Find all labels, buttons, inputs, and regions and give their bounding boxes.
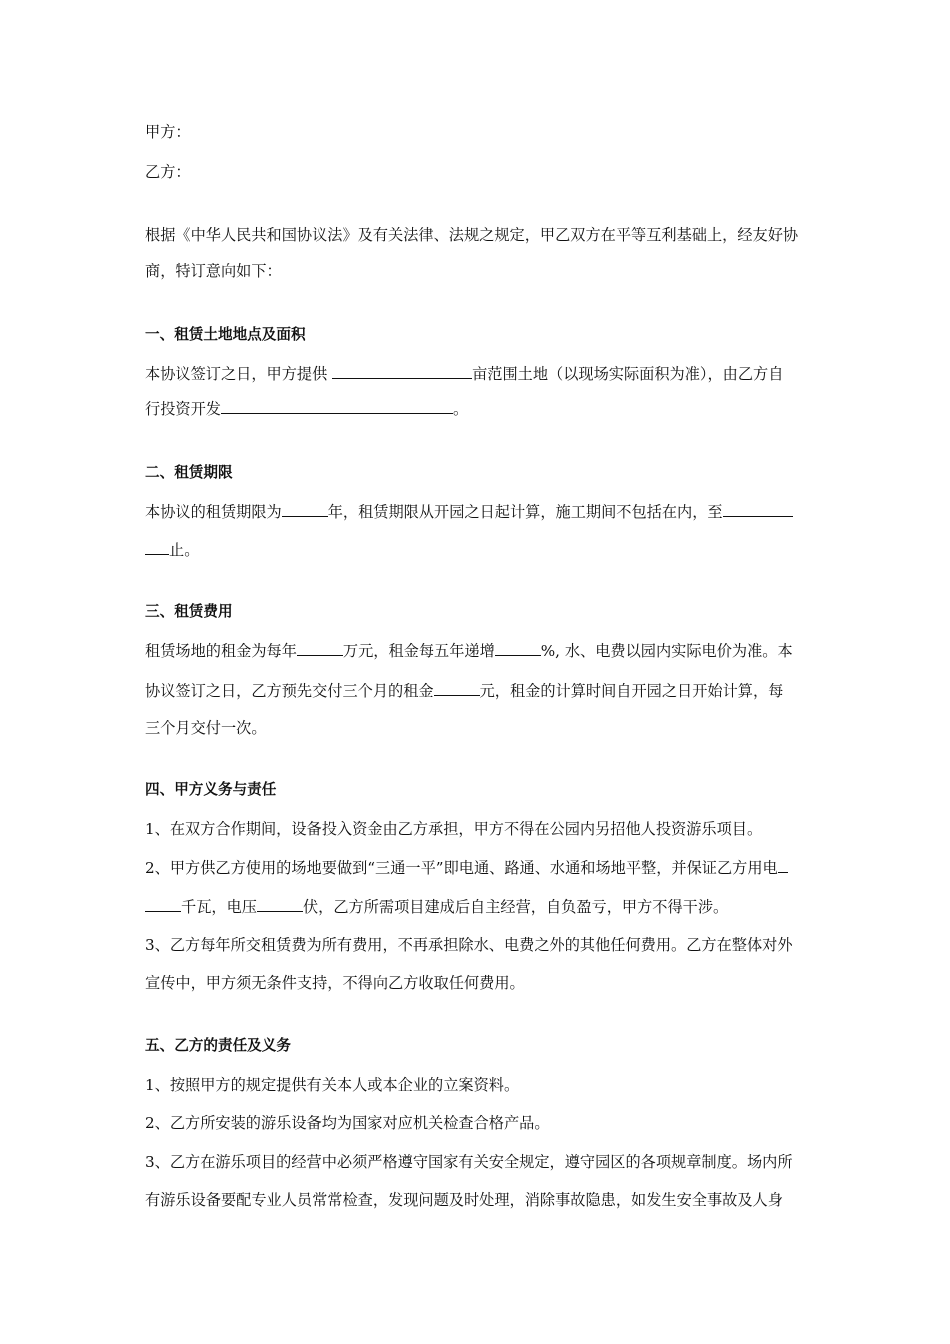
intro-line-1: 根据《中华人民共和国协议法》及有关法律、法规之规定，甲乙双方在平等互利基础上，经友好协: [145, 226, 799, 244]
voltage-blank: [257, 896, 303, 912]
power-blank-cont: [145, 896, 181, 912]
section-2-line-2: [145, 539, 199, 559]
lease-years-blank: [282, 501, 328, 517]
section-4-item-1: 1、在双方合作期间，设备投入资金由乙方承担，甲方不得在公园内另招他人投资游乐项目。: [145, 820, 763, 838]
development-blank: [221, 398, 453, 414]
power-blank: [778, 857, 788, 873]
prepay-blank: [434, 680, 480, 696]
increase-rate-blank: [495, 640, 541, 656]
section-3-text-b: 万元，租金每五年递增: [342, 642, 495, 660]
rent-blank: [297, 640, 343, 656]
section-2-text-c: 止。: [169, 541, 200, 559]
section-2-text-b: 年，租赁期限从开园之日起计算，施工期间不包括在内，至: [327, 503, 723, 521]
section-3-text-c: %, 水、电费以园内实际电价为准。本: [540, 642, 793, 660]
section-2-line-1: [145, 501, 793, 521]
section-4-item-2-text-b: 千瓦，电压: [181, 898, 257, 916]
section-1-text-a: 本协议签订之日，甲方提供: [145, 365, 333, 383]
section-5-heading: 五、乙方的责任及义务: [145, 1037, 291, 1054]
section-3-heading: 三、租赁费用: [145, 603, 233, 620]
section-5-item-1: 1、按照甲方的规定提供有关本人或本企业的立案资料。: [145, 1076, 520, 1094]
section-3-line-1: [145, 640, 793, 660]
section-3-line-2: [145, 680, 783, 700]
party-a-label: 甲方：: [145, 123, 191, 141]
section-4-item-2-text: 2、甲方供乙方使用的场地要做到“三通一平”即电通、路通、水通和场地平整，并保证乙方用电: [145, 859, 778, 877]
section-3-text-e: 元，租金的计算时间自开园之日开始计算，每: [479, 682, 784, 700]
party-b-label: 乙方：: [145, 163, 191, 181]
lease-end-blank: [723, 501, 793, 517]
section-4-item-2-line-2: [145, 896, 728, 916]
section-5-item-2: 2、乙方所安装的游乐设备均为国家对应机关检查合格产品。: [145, 1114, 550, 1132]
section-1-text-d: 。: [452, 400, 469, 418]
section-1-line-2: [145, 398, 468, 418]
section-4-item-3-line-1: 3、乙方每年所交租赁费为所有费用，不再承担除水、电费之外的其他任何费用。乙方在整体对外: [145, 936, 793, 954]
intro-line-2: 商，特订意向如下：: [145, 262, 282, 280]
area-blank: [332, 363, 472, 379]
section-2-text-a: 本协议的租赁期限为: [145, 503, 282, 521]
section-3-text-d: 协议签订之日，乙方预先交付三个月的租金: [145, 682, 434, 700]
section-1-line-1: [145, 363, 783, 383]
section-4-heading: 四、甲方义务与责任: [145, 781, 277, 798]
section-4-item-3-line-2: 宣传中，甲方须无条件支持，不得向乙方收取任何费用。: [145, 974, 525, 992]
section-3-line-3: 三个月交付一次。: [145, 719, 267, 737]
section-2-heading: 二、租赁期限: [145, 464, 233, 481]
section-1-heading: 一、租赁土地地点及面积: [145, 326, 306, 343]
section-4-item-2-line-1: [145, 857, 788, 877]
lease-end-blank-cont: [145, 539, 169, 555]
section-3-text-a: 租赁场地的租金为每年: [145, 642, 297, 660]
section-4-item-2-text-c: 伏，乙方所需项目建成后自主经营，自负盈亏，甲方不得干涉。: [302, 898, 729, 916]
section-1-text-b: 亩范围土地（以现场实际面积为准），由乙方自: [472, 365, 784, 383]
section-5-item-3-line-2: 有游乐设备要配专业人员常常检查，发现问题及时处理，消除事故隐患，如发生安全事故及人身: [145, 1191, 783, 1209]
section-5-item-3-line-1: 3、乙方在游乐项目的经营中必须严格遵守国家有关安全规定，遵守园区的各项规章制度。场内所: [145, 1153, 793, 1171]
section-1-text-c: 行投资开发: [145, 400, 221, 418]
